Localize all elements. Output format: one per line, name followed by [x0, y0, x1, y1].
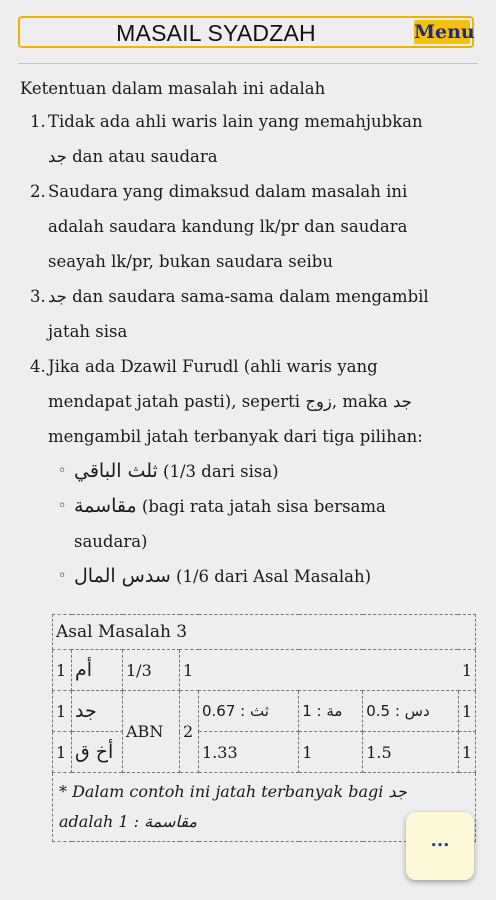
- table-cell: 2: [180, 691, 199, 773]
- option-arabic: سدس المال: [74, 565, 171, 587]
- option-item: [48, 489, 460, 559]
- table-cell: 1: [458, 691, 475, 732]
- rule-number: 2.: [30, 182, 46, 201]
- table-cell: 1: [53, 650, 72, 691]
- main-content: [20, 78, 460, 594]
- note-line: adalah مقاسمة : 1: [59, 812, 197, 831]
- option-item: [48, 559, 460, 594]
- table-row: [53, 650, 476, 691]
- rule-line: Tidak ada ahli waris lain yang memahjubkan: [48, 112, 423, 131]
- bullet-icon: ◦: [58, 568, 67, 584]
- table-cell: جد: [72, 691, 123, 732]
- rule-item: [20, 174, 460, 279]
- table-cell: 1: [299, 732, 363, 773]
- option-item: [48, 454, 460, 489]
- note-line: * Dalam contoh ini jatah terbanyak bagi جد: [59, 782, 407, 801]
- more-options-button[interactable]: ...: [406, 812, 474, 880]
- table-title: Asal Masalah 3: [53, 615, 476, 650]
- table-row: [53, 732, 476, 773]
- bullet-icon: ◦: [58, 463, 67, 479]
- option-desc: (bagi rata jatah sisa bersama: [141, 497, 386, 516]
- rule-item: [20, 104, 460, 174]
- rule-line: جد dan saudara sama-sama dalam mengambil: [48, 287, 429, 306]
- table-cell: ثث : 0.67: [199, 691, 299, 732]
- table-cell: أم: [72, 650, 123, 691]
- asal-masalah-table: [52, 614, 476, 842]
- rule-line: جد dan atau saudara: [48, 147, 218, 166]
- page-title: MASAIL SYADZAH: [116, 20, 316, 46]
- rule-line: adalah saudara kandung lk/pr dan saudara: [48, 217, 408, 236]
- table-cell: ABN: [123, 691, 180, 773]
- table-cell: 1: [458, 732, 475, 773]
- rule-item: [20, 279, 460, 349]
- table-cell: مة : 1: [299, 691, 363, 732]
- bullet-icon: ◦: [58, 498, 67, 514]
- rule-line: mendapat jatah pasti), seperti زوج, maka جد: [48, 392, 412, 411]
- rule-line: seayah lk/pr, bukan saudara seibu: [48, 252, 333, 271]
- rule-line: Jika ada Dzawil Furudl (ahli waris yang: [48, 357, 378, 376]
- table-row: [53, 691, 476, 732]
- table-cell: أخ ق: [72, 732, 123, 773]
- rule-number: 3.: [30, 287, 46, 306]
- rule-number: 4.: [30, 357, 46, 376]
- rule-line: mengambil jatah terbanyak dari tiga pilihan:: [48, 427, 423, 446]
- rule-item: [20, 349, 460, 594]
- options-list: [48, 454, 460, 594]
- table-cell: دس : 0.5: [363, 691, 459, 732]
- option-arabic: ثلث الباقي: [74, 460, 158, 482]
- header-divider: [18, 63, 478, 64]
- option-arabic: مقاسمة: [74, 495, 137, 517]
- table-cell: 1: [53, 691, 72, 732]
- menu-button[interactable]: Menu: [414, 21, 475, 43]
- rule-number: 1.: [30, 112, 46, 131]
- option-desc: (1/6 dari Asal Masalah): [176, 567, 372, 586]
- table-cell: 1: [53, 732, 72, 773]
- option-desc: (1/3 dari sisa): [163, 462, 279, 481]
- rule-line: jatah sisa: [48, 322, 128, 341]
- rules-list: [20, 104, 460, 594]
- table-cell: [180, 650, 476, 691]
- rule-line: Saudara yang dimaksud dalam masalah ini: [48, 182, 408, 201]
- app-header: [18, 16, 474, 48]
- table-cell-value: 1: [183, 660, 194, 680]
- table-cell: 1.33: [199, 732, 299, 773]
- table-cell: 1/3: [123, 650, 180, 691]
- table-cell: 1.5: [363, 732, 459, 773]
- intro-text: Ketentuan dalam masalah ini adalah: [20, 79, 326, 98]
- option-desc-cont: saudara): [74, 532, 148, 551]
- table-cell-end: 1: [461, 660, 472, 680]
